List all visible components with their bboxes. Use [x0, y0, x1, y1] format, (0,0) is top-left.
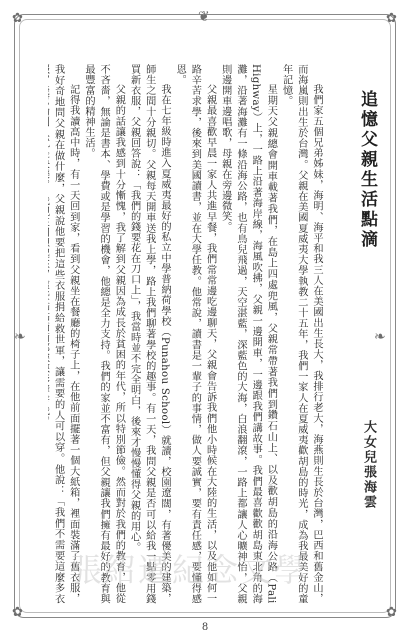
corner-ornament-icon: ✿: [386, 11, 397, 26]
article-author: 大女兒張海雲: [361, 420, 376, 510]
corner-ornament-icon: ✿: [12, 11, 23, 26]
paragraph: 我們家五個兄弟姊妹，海明、海平和我三人在美國出生長大，我排行老大，海燕則生長於台灣，巴西和舊金山，而海嵐則出生於台灣。父親在美國夏威夷大學執教二十五年，我們一家人在夏威夷歡胡島的時光，成為我最美好的童年記憶。: [280, 64, 322, 604]
paragraph: 我在七年級時進入夏威夷最好的私立中學普納荷學校（Punahou School）就讀，校園遼闊，有著優美的建築，師生之間十分親切。父親每天開車送我上學，路上我們聊著學校的趣事。有一天，我問父親是否可以給我一點零用錢買新衣服，父親回答說：「我們的錢要花在刀口上」，我當時並不完全明白，後來才慢慢懂得父親的用心。: [128, 64, 170, 604]
side-ornament-icon: ❧: [14, 329, 26, 345]
paragraph: 記得我讀高中時，有一天回到家，看到父親坐在餐廳的椅子上，在他前面擺著一個大紙箱，裡面裝滿了舊衣服，我好奇地問父親在做什麼，父親說他要把這些衣服捐給救世軍，讓需要的人可以穿。他說：「我們不需要這麼多衣: [52, 64, 79, 604]
article-title: 追憶父親生活點滴: [357, 90, 377, 250]
paragraph: 星期天父親總會開車載著我們，在島上四處兜風，父親常帶著我們到鑽石山上、以及歡胡島的沿海公路（Pali Highway）上，一路上沿著海岸線，海風吹拂，父親一邊開車，一邊跟我們講故事。我們最喜歡歡胡島東北角的海灘，沿著海灘有一條沿海公路，也有鳥兒飛過，天空湛藍，深藍色的大海，白浪翻滾，一路上都讓人心曠神怡，父親則邊開車邊唱歌，母親在旁邊微笑。: [219, 64, 277, 604]
article-body: [48, 64, 324, 604]
corner-ornament-icon: ✿: [12, 605, 23, 620]
watermark: 張紹遷紀念文學: [70, 551, 309, 589]
corner-ornament-icon: ✿: [386, 605, 397, 620]
top-ornament-icon: ❦: [198, 9, 210, 25]
side-ornament-icon: ❧: [374, 329, 386, 345]
paragraph: 父親的話讓我感到十分慚愧，我了解到父親因為成長於貧困的年代，所以特別節儉。然而對於我們的教育，他從不吝嗇，無論是書本、學費或是學習的機會，他總是全力支持。我們的家並不富有，但父親讓我們擁有最好的教育與最豐富的精神生活。: [82, 64, 125, 604]
paragraph: 父親最喜歡早晨一家人共進早餐，我們常常邊吃邊聊天，父親會告訴我們他小時候在大陸的生活，以及他如何一路辛苦求學，後來到美國讀書，並在大學任教。他常說，讀書是一輩子的事情，做人要誠實，要有責任感，要懂得感恩。: [174, 64, 216, 604]
page-number: 8: [201, 622, 209, 633]
